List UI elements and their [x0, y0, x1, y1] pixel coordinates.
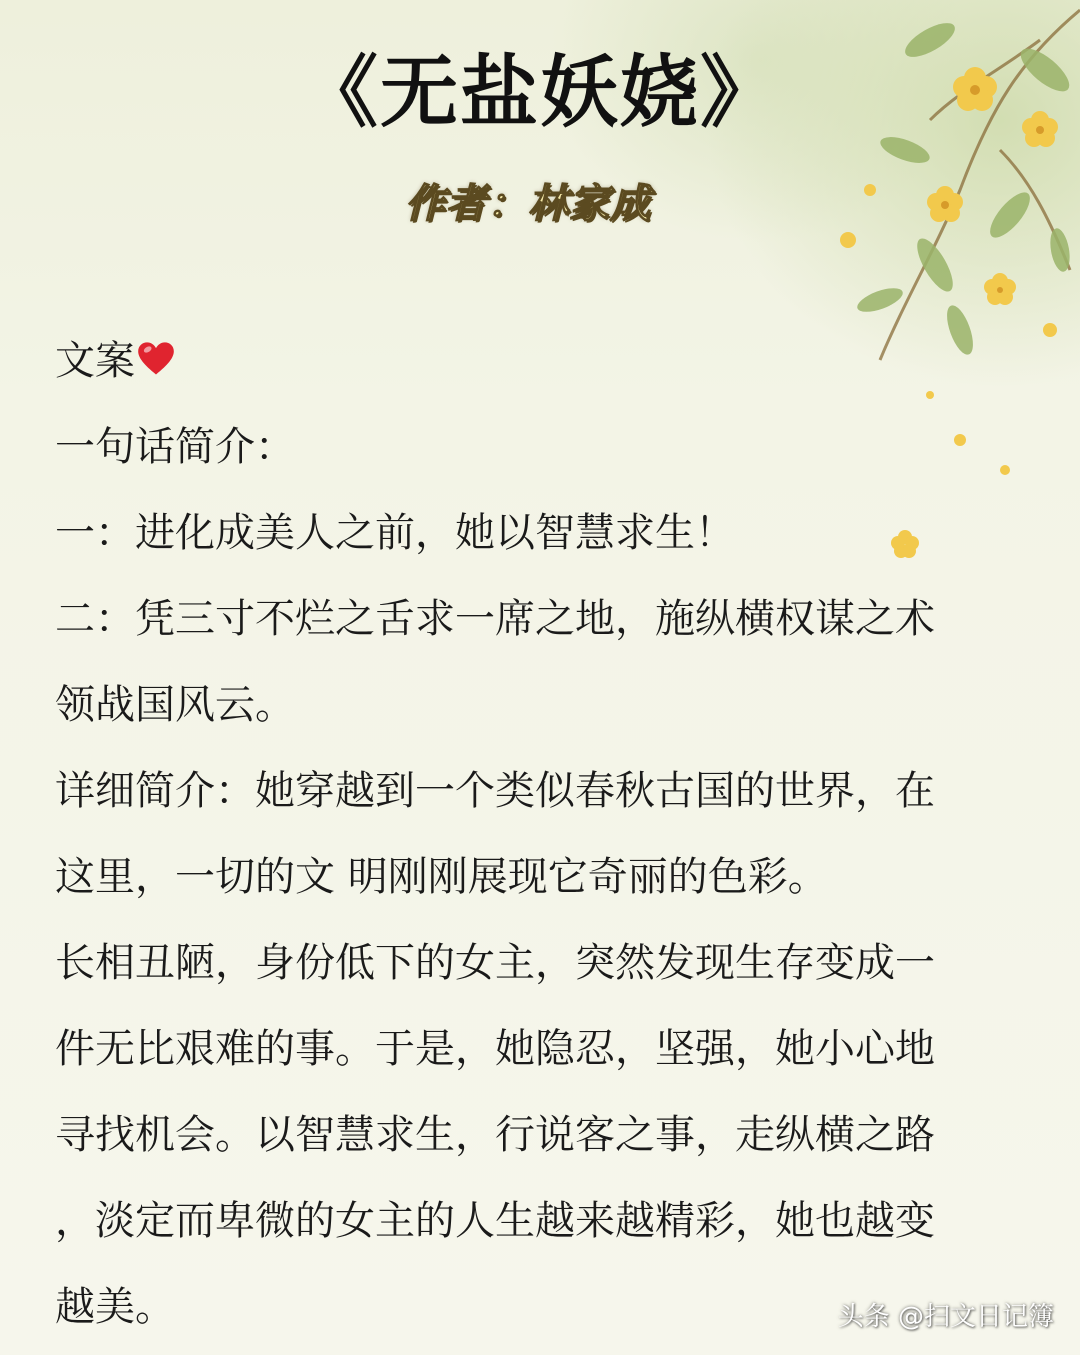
text-line: 一句话简介：: [55, 424, 295, 470]
synopsis-body: [55, 318, 1015, 1350]
section-heading: [55, 318, 1015, 404]
text-line: 长相丑陋，身份低下的女主，突然发现生存变成一: [55, 940, 935, 986]
watermark: 头条 @扫文日记簿: [837, 1302, 1054, 1332]
text-line: 一：进化成美人之前，她以智慧求生！: [55, 510, 735, 556]
text-line: 这里，一切的文 明刚刚展现它奇丽的色彩。: [55, 854, 828, 900]
text-line: 寻找机会。以智慧求生，行说客之事，走纵横之路: [55, 1112, 935, 1158]
text-line: 越美。: [55, 1284, 175, 1330]
author-line: 作者：林家成: [405, 181, 651, 227]
section-label: 文案: [55, 338, 135, 384]
text-line: 领战国风云。: [55, 682, 295, 728]
text-line: 二：凭三寸不烂之舌求一席之地，施纵横权谋之术: [55, 596, 935, 642]
text-line: 件无比艰难的事。于是，她隐忍，坚强，她小心地: [55, 1026, 935, 1072]
heart-icon: [137, 340, 175, 378]
page-title: 《无盐妖娆》: [299, 47, 780, 138]
text-line: ，淡定而卑微的女主的人生越来越精彩，她也越变: [55, 1198, 935, 1244]
text-line: 详细简介：她穿越到一个类似春秋古国的世界，在: [55, 768, 935, 814]
